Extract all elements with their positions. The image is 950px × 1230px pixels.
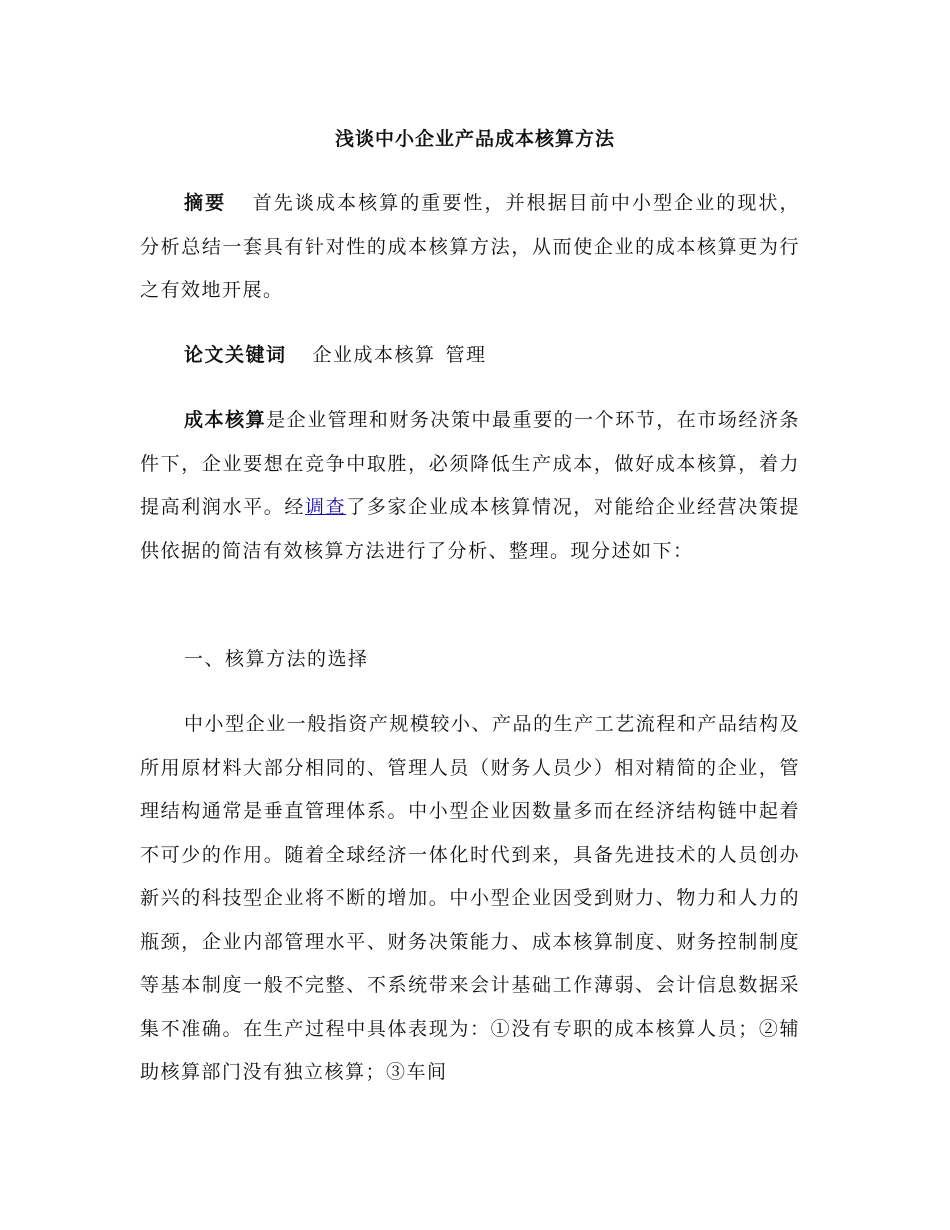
keyword-2: 管理 bbox=[445, 344, 487, 366]
section-1-heading: 一、核算方法的选择 bbox=[184, 648, 369, 670]
keywords-label: 论文关键词 bbox=[184, 344, 287, 366]
section-1-body: 中小型企业一般指资产规模较小、产品的生产工艺流程和产品结构及所用原材料大部分相同的、管理人员（财务人员少）相对精简的企业，管理结构通常是垂直管理体系。中小型企业因数量多而在经济结构链中起着不可少的作用。随着全球经济一体化时代到来，具备先进技术的人员创办新兴的科技型企业将不断的增加。中小型企业因受到财力、物力和人力的瓶颈，企业内部管理水平、财务决策能力、成本核算制度、财务控制制度等基本制度一般不完整、不系统带来会计基础工作薄弱、会计信息数据采集不准确。在生产过程中具体表现为：①没有专职的成本核算人员；②辅助核算部门没有独立核算；③车间 bbox=[140, 713, 800, 1083]
intro-paragraph bbox=[140, 399, 800, 573]
intro-text-before-link: 是企业管理和财务决策中最重要的一个环节，在市场经济条件下，企业要想在竞争中取胜，必须降低生产成本，做好成本核算，着力提高利润水平。经 bbox=[140, 409, 800, 518]
keyword-1: 企业成本核算 bbox=[312, 344, 436, 366]
intro-bold-term: 成本核算 bbox=[184, 409, 267, 431]
intro-text-after-link: 了多家企业成本核算情况，对能给企业经营决策提供依据的简洁有效核算方法进行了分析、整理。现分述如下： bbox=[140, 496, 800, 562]
abstract-label: 摘要 bbox=[184, 192, 227, 214]
abstract-text: 首先谈成本核算的重要性，并根据目前中小型企业的现状，分析总结一套具有针对性的成本核算方法，从而使企业的成本核算更为行之有效地开展。 bbox=[140, 192, 800, 301]
survey-link[interactable]: 调查 bbox=[305, 496, 347, 518]
document-title: 浅谈中小企业产品成本核算方法 bbox=[334, 128, 615, 150]
keywords-paragraph bbox=[140, 334, 800, 378]
abstract-paragraph bbox=[140, 182, 800, 313]
